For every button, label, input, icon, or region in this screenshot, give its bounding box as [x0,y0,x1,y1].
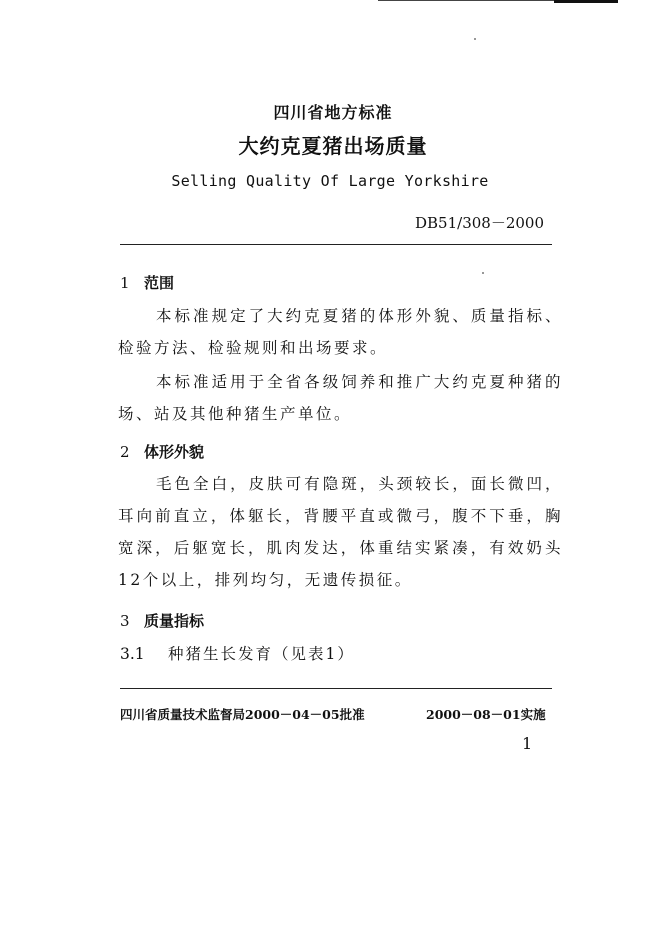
organization-title: 四川省地方标准 [273,103,393,122]
implementation-date: 2000－08－01实施 [426,707,546,722]
scan-speck [482,272,484,274]
top-edge-rule [378,0,618,4]
section-title: 范围 [144,274,175,292]
section-number: 1 [120,274,130,292]
approval-note: 四川省质量技术监督局2000－04－05批准 [120,707,365,722]
section-heading [120,441,204,462]
header-divider [120,244,552,245]
section-title: 体形外貌 [144,443,205,461]
subsection [120,642,355,664]
section-heading [120,272,174,293]
section-number: 3 [120,612,130,630]
english-title: Selling Quality Of Large Yorkshire [171,172,489,190]
scan-speck [474,38,476,40]
section-paragraph: 本标准规定了大约克夏猪的体形外貌、质量指标、检验方法、检验规则和出场要求。 [118,307,563,357]
document-title: 大约克夏猪出场质量 [238,134,428,158]
footer-divider [120,688,552,689]
section-number: 2 [120,443,130,461]
section-paragraph: 毛色全白，皮肤可有隐斑，头颈较长，面长微凹，耳向前直立，体躯长，背腰平直或微弓，腹不下垂，胸宽深，后躯宽长，肌肉发达，体重结实紧凑，有效奶头12个以上，排列均匀，无遗传损征。 [118,475,563,589]
section-heading [120,610,204,631]
standard-code: DB51/308－2000 [415,214,544,232]
top-edge-rule-thick [554,0,618,3]
subsection-text: 种猪生长发育（见表1） [168,645,355,663]
page-number: 1 [522,734,533,753]
section-title: 质量指标 [144,612,205,630]
subsection-number: 3.1 [120,645,145,663]
section-paragraph: 本标准适用于全省各级饲养和推广大约克夏种猪的场、站及其他种猪生产单位。 [118,373,563,423]
